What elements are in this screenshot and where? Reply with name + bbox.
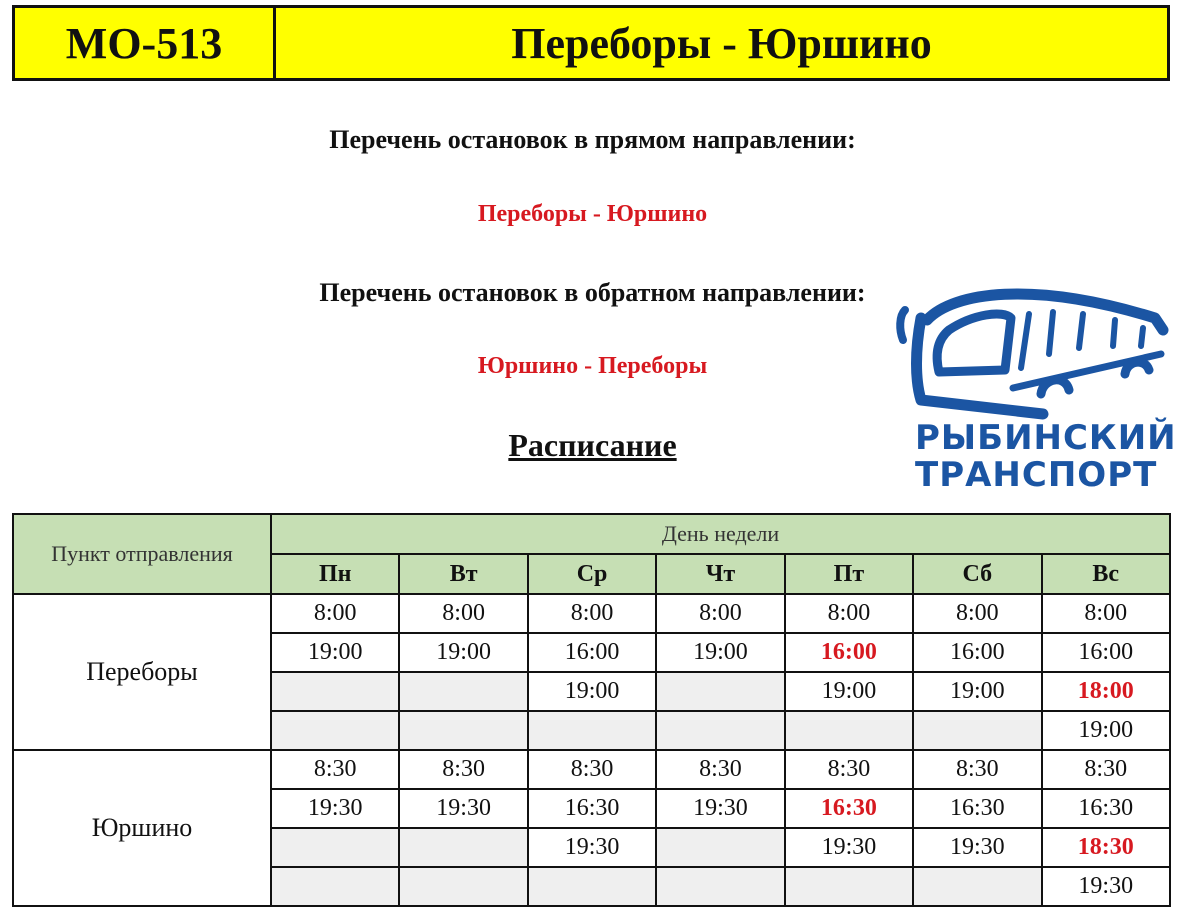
schedule-title: Расписание xyxy=(508,427,677,463)
empty-cell xyxy=(271,711,399,750)
departure-time: 16:30 xyxy=(1042,789,1170,828)
departure-time: 19:30 xyxy=(399,789,527,828)
empty-cell xyxy=(913,867,1041,906)
departure-time: 19:00 xyxy=(656,633,784,672)
departure-time: 19:30 xyxy=(1042,867,1170,906)
day-header: Пн xyxy=(271,554,399,594)
logo-line2: ТРАНСПОРТ xyxy=(915,455,1158,495)
empty-cell xyxy=(528,711,656,750)
departure-time: 8:30 xyxy=(785,750,913,789)
departure-time: 8:00 xyxy=(528,594,656,633)
day-header: Вт xyxy=(399,554,527,594)
day-header: Сб xyxy=(913,554,1041,594)
departure-time: 8:00 xyxy=(656,594,784,633)
departure-time: 19:30 xyxy=(271,789,399,828)
departure-time: 19:30 xyxy=(528,828,656,867)
departure-time: 8:00 xyxy=(785,594,913,633)
departure-time: 8:30 xyxy=(399,750,527,789)
departure-time: 19:00 xyxy=(528,672,656,711)
empty-cell xyxy=(399,711,527,750)
empty-cell xyxy=(271,672,399,711)
day-header: Пт xyxy=(785,554,913,594)
departure-time: 16:30 xyxy=(528,789,656,828)
empty-cell xyxy=(913,711,1041,750)
day-header: Вс xyxy=(1042,554,1170,594)
route-title: Переборы - Юршино xyxy=(511,18,932,68)
logo-line1: РЫБИНСКИЙ xyxy=(915,418,1177,458)
route-header xyxy=(12,5,1170,81)
schedule-table xyxy=(12,513,1171,907)
departure-time: 8:30 xyxy=(656,750,784,789)
forward-stops: Переборы - Юршино xyxy=(477,201,708,227)
departure-time: 8:30 xyxy=(528,750,656,789)
departure-time: 8:00 xyxy=(913,594,1041,633)
departure-time: 19:30 xyxy=(785,828,913,867)
departure-time: 19:30 xyxy=(913,828,1041,867)
backward-heading: Перечень остановок в обратном направлении: xyxy=(319,278,866,307)
rybinsk-transport-logo xyxy=(893,270,1177,495)
empty-cell xyxy=(656,867,784,906)
departure-time: 8:30 xyxy=(913,750,1041,789)
day-header: Чт xyxy=(656,554,784,594)
empty-cell xyxy=(399,867,527,906)
departure-time: 18:30 xyxy=(1042,828,1170,867)
departure-time: 19:00 xyxy=(399,633,527,672)
empty-cell xyxy=(271,828,399,867)
departure-time: 19:00 xyxy=(785,672,913,711)
empty-cell xyxy=(785,711,913,750)
table-row xyxy=(13,594,1170,633)
departure-time: 16:30 xyxy=(785,789,913,828)
empty-cell xyxy=(656,828,784,867)
departure-time: 8:30 xyxy=(1042,750,1170,789)
departure-time: 19:00 xyxy=(913,672,1041,711)
day-header: Ср xyxy=(528,554,656,594)
departure-point-header: Пункт отправления xyxy=(13,514,271,594)
departure-time: 16:00 xyxy=(913,633,1041,672)
departure-time: 18:00 xyxy=(1042,672,1170,711)
departure-stop: Юршино xyxy=(13,750,271,906)
table-row xyxy=(13,750,1170,789)
bus-icon xyxy=(893,270,1173,420)
empty-cell xyxy=(271,867,399,906)
departure-stop: Переборы xyxy=(13,594,271,750)
empty-cell xyxy=(656,711,784,750)
departure-time: 16:30 xyxy=(913,789,1041,828)
departure-time: 19:30 xyxy=(656,789,784,828)
empty-cell xyxy=(785,867,913,906)
empty-cell xyxy=(528,867,656,906)
empty-cell xyxy=(656,672,784,711)
empty-cell xyxy=(399,828,527,867)
departure-time: 8:00 xyxy=(271,594,399,633)
empty-cell xyxy=(399,672,527,711)
departure-time: 16:00 xyxy=(785,633,913,672)
forward-heading: Перечень остановок в прямом направлении: xyxy=(329,125,856,154)
weekday-header: День недели xyxy=(271,514,1170,554)
backward-stops: Юршино - Переборы xyxy=(477,353,708,379)
departure-time: 19:00 xyxy=(271,633,399,672)
departure-time: 19:00 xyxy=(1042,711,1170,750)
route-code: МО-513 xyxy=(15,8,276,78)
departure-time: 8:00 xyxy=(1042,594,1170,633)
departure-time: 16:00 xyxy=(1042,633,1170,672)
departure-time: 16:00 xyxy=(528,633,656,672)
departure-time: 8:30 xyxy=(271,750,399,789)
departure-time: 8:00 xyxy=(399,594,527,633)
